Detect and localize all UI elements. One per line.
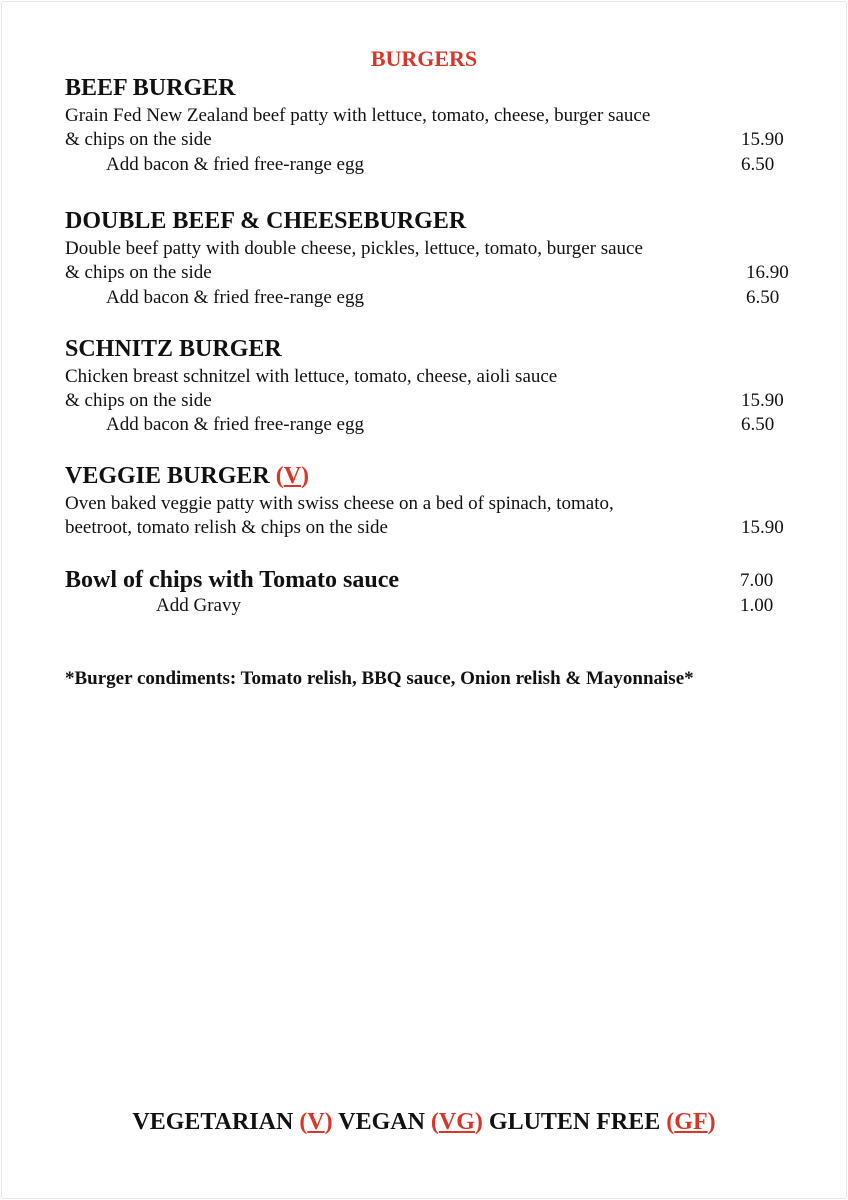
item-name: DOUBLE BEEF & CHEESEBURGER <box>65 208 467 234</box>
addon-label: Add bacon & fried free-range egg <box>106 154 364 175</box>
item-description-line-2: & chips on the side <box>65 129 212 150</box>
item-price: 15.90 <box>741 517 784 538</box>
item-price: 15.90 <box>741 390 784 411</box>
legend-gluten-free-code: (GF) <box>666 1109 716 1135</box>
legend-vegetarian-label: VEGETARIAN <box>132 1109 294 1135</box>
page-border <box>1 1 847 1199</box>
addon-price: 6.50 <box>741 414 775 435</box>
item-description-line-1: Grain Fed New Zealand beef patty with lettuce, tomato, cheese, burger sauce <box>65 105 651 126</box>
dietary-legend <box>0 1110 848 1134</box>
item-price: 7.00 <box>740 570 774 591</box>
addon-price: 6.50 <box>746 287 780 308</box>
addon-price: 6.50 <box>741 154 775 175</box>
item-name: SCHNITZ BURGER <box>65 336 282 362</box>
item-name-row <box>65 464 309 488</box>
addon-label: Add Gravy <box>156 595 241 616</box>
legend-vegan-label: VEGAN <box>338 1109 425 1135</box>
item-name: VEGGIE BURGER <box>65 463 270 489</box>
addon-price: 1.00 <box>740 595 774 616</box>
item-description-line-1: Double beef patty with double cheese, pickles, lettuce, tomato, burger sauce <box>65 238 643 259</box>
item-description-line-1: Oven baked veggie patty with swiss cheese on a bed of spinach, tomato, <box>65 493 614 514</box>
item-description-line-2: & chips on the side <box>65 262 212 283</box>
item-description-line-2: beetroot, tomato relish & chips on the side <box>65 517 388 538</box>
section-title: BURGERS <box>370 46 478 71</box>
legend-vegetarian-code: (V) <box>299 1109 333 1135</box>
legend-gluten-free-label: GLUTEN FREE <box>488 1109 661 1135</box>
item-price: 15.90 <box>741 129 784 150</box>
legend-vegan-code: (VG) <box>430 1109 483 1135</box>
item-price: 16.90 <box>746 262 789 283</box>
item-description-line-1: Chicken breast schnitzel with lettuce, tomato, cheese, aioli sauce <box>65 366 558 387</box>
item-description-line-2: & chips on the side <box>65 390 212 411</box>
condiments-note: *Burger condiments: Tomato relish, BBQ sauce, Onion relish & Mayonnaise* <box>65 668 694 689</box>
addon-label: Add bacon & fried free-range egg <box>106 287 364 308</box>
item-name: Bowl of chips with Tomato sauce <box>65 567 400 593</box>
dietary-tag: (V) <box>275 463 310 489</box>
item-name: BEEF BURGER <box>65 75 236 101</box>
addon-label: Add bacon & fried free-range egg <box>106 414 364 435</box>
